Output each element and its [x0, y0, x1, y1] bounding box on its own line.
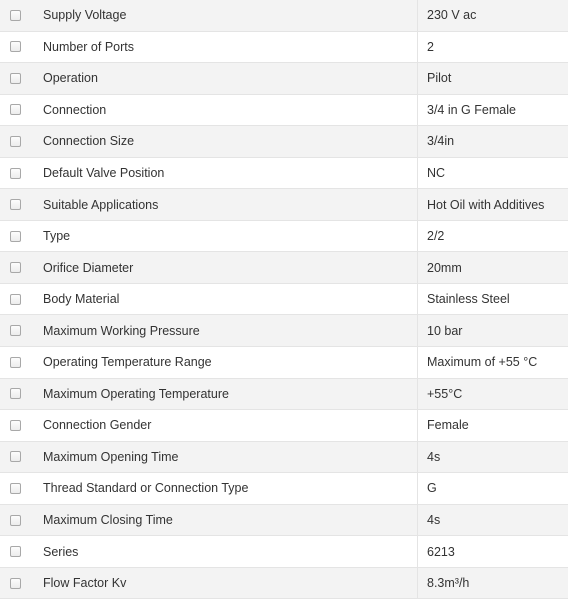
spec-checkbox[interactable]: [10, 73, 21, 84]
spec-row-thread-standard: [0, 473, 568, 505]
spec-checkbox[interactable]: [10, 136, 21, 147]
spec-value: +55°C: [427, 386, 463, 401]
spec-name: Maximum Working Pressure: [43, 323, 200, 338]
spec-row-suitable-applications: [0, 189, 568, 221]
spec-checkbox[interactable]: [10, 10, 21, 21]
spec-value: Hot Oil with Additives: [427, 197, 545, 212]
spec-row-maximum-opening-time: [0, 442, 568, 474]
spec-row-operation: [0, 63, 568, 95]
spec-name: Thread Standard or Connection Type: [43, 481, 249, 496]
spec-name: Orifice Diameter: [43, 260, 134, 275]
spec-name: Suitable Applications: [43, 197, 159, 212]
spec-value: 10 bar: [427, 323, 463, 338]
spec-checkbox[interactable]: [10, 294, 21, 305]
spec-checkbox[interactable]: [10, 483, 21, 494]
spec-name: Supply Voltage: [43, 8, 127, 23]
spec-value: NC: [427, 166, 446, 180]
spec-row-default-valve-position: [0, 158, 568, 190]
spec-value: 4s: [427, 513, 441, 528]
spec-name: Series: [43, 544, 79, 559]
spec-row-maximum-working-pressure: [0, 315, 568, 347]
spec-name: Maximum Closing Time: [43, 513, 173, 528]
spec-value: Pilot: [427, 71, 452, 86]
spec-value: 20mm: [427, 260, 462, 275]
spec-name: Default Valve Position: [43, 166, 165, 180]
spec-row-connection: [0, 95, 568, 127]
spec-checkbox[interactable]: [10, 325, 21, 336]
spec-value: 2/2: [427, 229, 445, 244]
spec-value: 3/4in: [427, 134, 455, 149]
spec-checkbox[interactable]: [10, 578, 21, 589]
spec-row-operating-temperature-range: [0, 347, 568, 379]
spec-row-series: [0, 536, 568, 568]
spec-name: Operation: [43, 71, 98, 86]
spec-name: Flow Factor Kv: [43, 576, 127, 591]
spec-checkbox[interactable]: [10, 546, 21, 557]
spec-row-supply-voltage: [0, 0, 568, 32]
spec-checkbox[interactable]: [10, 388, 21, 399]
spec-checkbox[interactable]: [10, 199, 21, 210]
spec-name: Connection Gender: [43, 418, 152, 433]
spec-checkbox[interactable]: [10, 357, 21, 368]
spec-row-maximum-operating-temperature: [0, 379, 568, 411]
spec-checkbox[interactable]: [10, 515, 21, 526]
spec-checkbox[interactable]: [10, 104, 21, 115]
spec-name: Maximum Operating Temperature: [43, 386, 229, 401]
spec-name: Type: [43, 229, 71, 244]
spec-value: Female: [427, 418, 469, 433]
spec-row-body-material: [0, 284, 568, 316]
spec-name: Number of Ports: [43, 39, 135, 54]
spec-row-connection-gender: [0, 410, 568, 442]
spec-name: Connection: [43, 102, 107, 117]
spec-name: Maximum Opening Time: [43, 449, 179, 464]
spec-value: 3/4 in G Female: [427, 102, 516, 117]
spec-value: Maximum of +55 °C: [427, 355, 538, 370]
spec-row-maximum-closing-time: [0, 505, 568, 537]
spec-row-type: [0, 221, 568, 253]
spec-checkbox[interactable]: [10, 451, 21, 462]
spec-value: 6213: [427, 544, 455, 559]
spec-name: Operating Temperature Range: [43, 355, 212, 370]
spec-value: 2: [427, 39, 434, 54]
spec-checkbox[interactable]: [10, 231, 21, 242]
spec-row-number-of-ports: [0, 32, 568, 64]
spec-value: 8.3m³/h: [427, 576, 470, 591]
spec-checkbox[interactable]: [10, 420, 21, 431]
spec-value: G: [427, 481, 437, 496]
spec-name: Connection Size: [43, 134, 135, 149]
spec-value: 4s: [427, 449, 441, 464]
spec-name: Body Material: [43, 292, 120, 307]
spec-value: Stainless Steel: [427, 292, 510, 307]
spec-row-orifice-diameter: [0, 252, 568, 284]
spec-checkbox[interactable]: [10, 168, 21, 179]
spec-row-connection-size: [0, 126, 568, 158]
spec-checkbox[interactable]: [10, 41, 21, 52]
spec-value: 230 V ac: [427, 8, 477, 23]
spec-checkbox[interactable]: [10, 262, 21, 273]
spec-row-flow-factor-kv: [0, 568, 568, 600]
